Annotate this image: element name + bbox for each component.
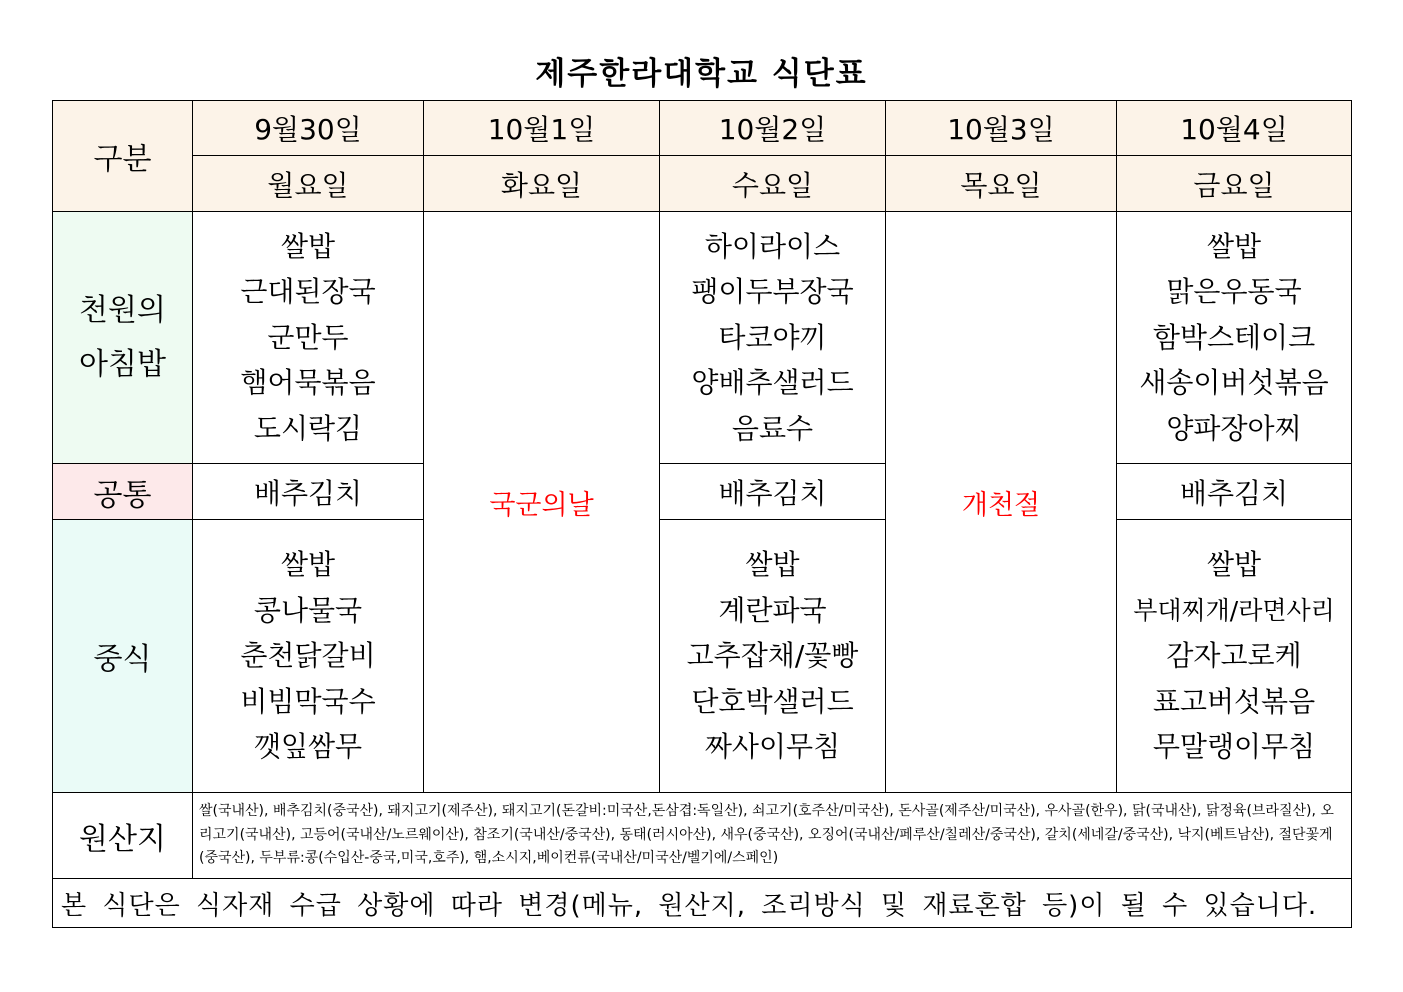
notice-text: 본 식단은 식자재 수급 상황에 따라 변경(메뉴, 원산지, 조리방식 및 재료혼합 등)이 될 수 있습니다.	[53, 879, 1352, 928]
menu-item: 춘천닭갈비	[240, 639, 376, 673]
menu-item: 쌀밥	[280, 548, 336, 582]
breakfast-mon	[193, 212, 424, 464]
menu-item: 햄어묵볶음	[240, 366, 376, 400]
menu-item: 표고버섯볶음	[1152, 684, 1316, 718]
menu-item: 함박스테이크	[1152, 320, 1316, 354]
breakfast-fri	[1117, 212, 1352, 464]
common-row	[53, 464, 1352, 520]
menu-item: 하이라이스	[704, 229, 841, 263]
date-mon: 9월30일	[193, 101, 424, 156]
menu-item: 팽이두부장국	[691, 275, 854, 309]
menu-item: 짜사이무침	[704, 730, 841, 764]
weekday-thu: 목요일	[886, 156, 1117, 212]
holiday-tue: 국군의날	[424, 212, 660, 793]
origin-row	[53, 793, 1352, 879]
lunch-row	[53, 520, 1352, 793]
menu-item: 새송이버섯볶음	[1139, 366, 1329, 400]
notice-row	[53, 879, 1352, 928]
menu-item: 양파장아찌	[1166, 411, 1302, 445]
menu-item: 계란파국	[718, 593, 827, 627]
common-fri: 배추김치	[1117, 464, 1352, 520]
weekday-fri: 금요일	[1117, 156, 1352, 212]
date-wed: 10월2일	[660, 101, 886, 156]
weekday-wed: 수요일	[660, 156, 886, 212]
holiday-thu: 개천절	[886, 212, 1117, 793]
breakfast-label-line-2: 아침밥	[79, 346, 166, 382]
origin-text: 쌀(국내산), 배추김치(중국산), 돼지고기(제주산), 돼지고기(돈갈비:미국산,돈삼겹:독일산), 쇠고기(호주산/미국산), 돈사골(제주산/미국산), 우사골(한우), 닭(국내산), 닭정육(브라질산), 오리고기(국내산), 고등어(국내산/노르웨이산), 참조기(국내산/중국산), 동태(러시아산), 새우(중국산), 오징어(국내산/페루산/칠레산/중국산), 갈치(세네갈/중국산), 낙지(베트남산), 절단꽃게(중국산), 두부류:콩(수입산-중국,미국,호주), 햄,소시지,베이컨류(국내산/미국산/벨기에/스페인)	[193, 793, 1352, 879]
menu-item: 쌀밥	[1206, 229, 1262, 263]
header-label: 구분	[53, 101, 193, 212]
menu-item: 고추잡채/꽃빵	[686, 639, 859, 673]
menu-item: 타코야끼	[718, 320, 827, 354]
menu-item: 비빔막국수	[240, 684, 376, 718]
menu-item: 깻잎쌈무	[253, 730, 363, 764]
weekday-tue: 화요일	[424, 156, 660, 212]
page-title: 제주한라대학교 식단표	[535, 56, 868, 92]
breakfast-label	[53, 212, 193, 464]
menu-item: 군만두	[267, 320, 349, 354]
menu-item: 쌀밥	[280, 229, 336, 263]
date-fri: 10월4일	[1117, 101, 1352, 156]
menu-item: 콩나물국	[253, 593, 363, 627]
menu-item: 양배추샐러드	[691, 366, 854, 400]
menu-item: 근대된장국	[240, 275, 376, 309]
menu-item: 감자고로케	[1166, 639, 1302, 673]
menu-item: 부대찌개/라면사리	[1133, 595, 1335, 625]
breakfast-wed	[660, 212, 886, 464]
breakfast-label-line-1: 천원의	[79, 292, 166, 328]
lunch-mon	[193, 520, 424, 793]
lunch-wed	[660, 520, 886, 793]
date-tue: 10월1일	[424, 101, 660, 156]
menu-item: 단호박샐러드	[691, 684, 854, 718]
weekday-mon: 월요일	[193, 156, 424, 212]
common-mon: 배추김치	[193, 464, 424, 520]
menu-item: 무말랭이무침	[1152, 730, 1316, 764]
common-wed: 배추김치	[660, 464, 886, 520]
menu-table	[52, 100, 1352, 928]
menu-item: 쌀밥	[1206, 548, 1262, 582]
header-date-row	[53, 101, 1352, 156]
origin-label: 원산지	[53, 793, 193, 879]
lunch-fri	[1117, 520, 1352, 793]
lunch-label: 중식	[53, 520, 193, 793]
menu-item: 도시락김	[253, 411, 363, 445]
breakfast-row	[53, 212, 1352, 464]
menu-item: 음료수	[731, 411, 814, 445]
menu-item: 맑은우동국	[1166, 275, 1302, 309]
menu-item: 쌀밥	[745, 548, 800, 582]
common-label: 공통	[53, 464, 193, 520]
date-thu: 10월3일	[886, 101, 1117, 156]
header-weekday-row	[53, 156, 1352, 212]
